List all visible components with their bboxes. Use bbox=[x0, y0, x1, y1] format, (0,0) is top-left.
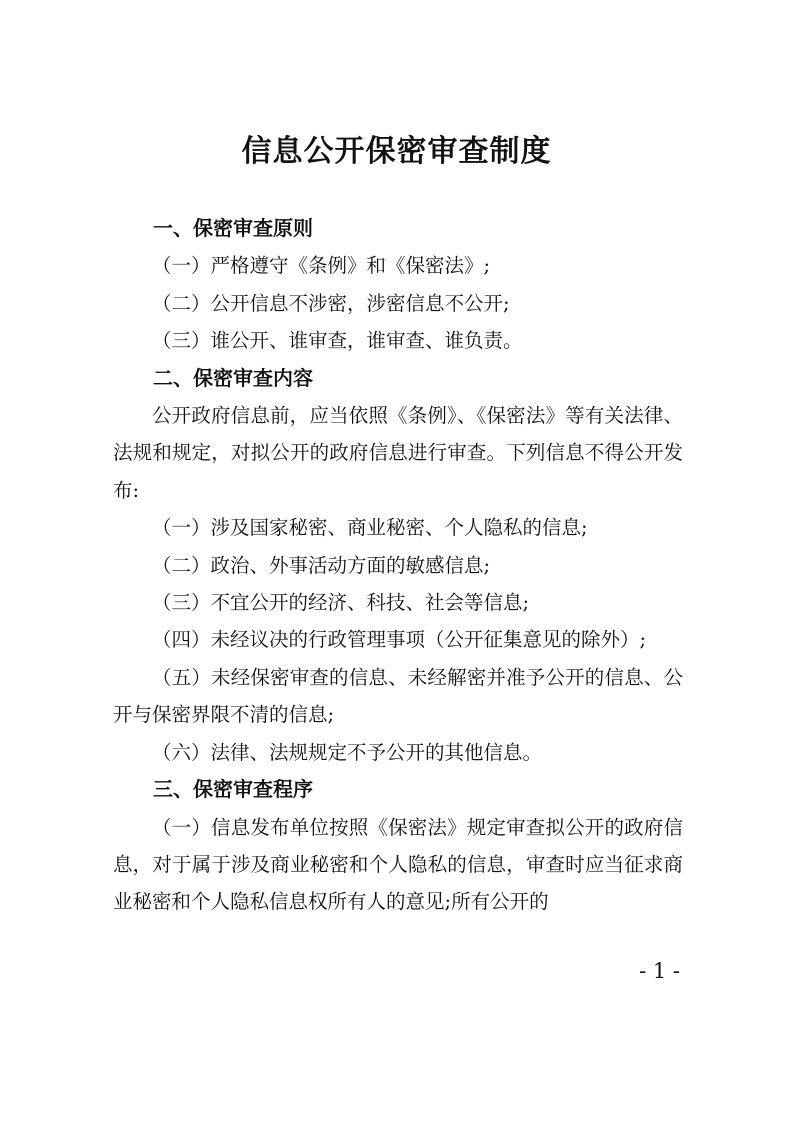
content-item-5: （五）未经保密审查的信息、未经解密并准予公开的信息、公开与保密界限不清的信息; bbox=[113, 665, 683, 727]
principle-item-3: （三）谁公开、谁审查，谁审查、谁负责。 bbox=[152, 329, 523, 353]
page-number: - 1 - bbox=[639, 959, 680, 983]
principle-item-1: （一）严格遵守《条例》和《保密法》; bbox=[152, 254, 491, 278]
content-item-4: （四）未经议决的行政管理事项（公开征集意见的除外）; bbox=[152, 628, 647, 652]
content-item-6: （六）法律、法规规定不予公开的其他信息。 bbox=[152, 740, 543, 764]
principle-item-2: （二）公开信息不涉密，涉密信息不公开; bbox=[152, 291, 510, 315]
content-item-1: （一）涉及国家秘密、商业秘密、个人隐私的信息; bbox=[152, 516, 588, 540]
section-heading-procedure: 三、保密审查程序 bbox=[153, 777, 313, 802]
content-item-3: （三）不宜公开的经济、科技、社会等信息; bbox=[152, 591, 530, 615]
content-item-2: （二）政治、外事活动方面的敏感信息; bbox=[152, 553, 491, 577]
procedure-item-1: （一）信息发布单位按照《保密法》规定审查拟公开的政府信息，对于属于涉及商业秘密和个人隐私的信息，审查时应当征求商业秘密和个人隐私信息权所有人的意见;所有公开的 bbox=[113, 815, 683, 914]
section-heading-content: 二、保密审查内容 bbox=[153, 365, 313, 390]
section-heading-principles: 一、保密审查原则 bbox=[153, 216, 313, 240]
content-intro-paragraph: 公开政府信息前，应当依照《条例》、《保密法》等有关法律、法规和规定，对拟公开的政府信息进行审查。下列信息不得公开发布: bbox=[113, 404, 683, 502]
document-title: 信息公开保密审查制度 bbox=[241, 134, 552, 169]
document-body bbox=[113, 210, 683, 921]
